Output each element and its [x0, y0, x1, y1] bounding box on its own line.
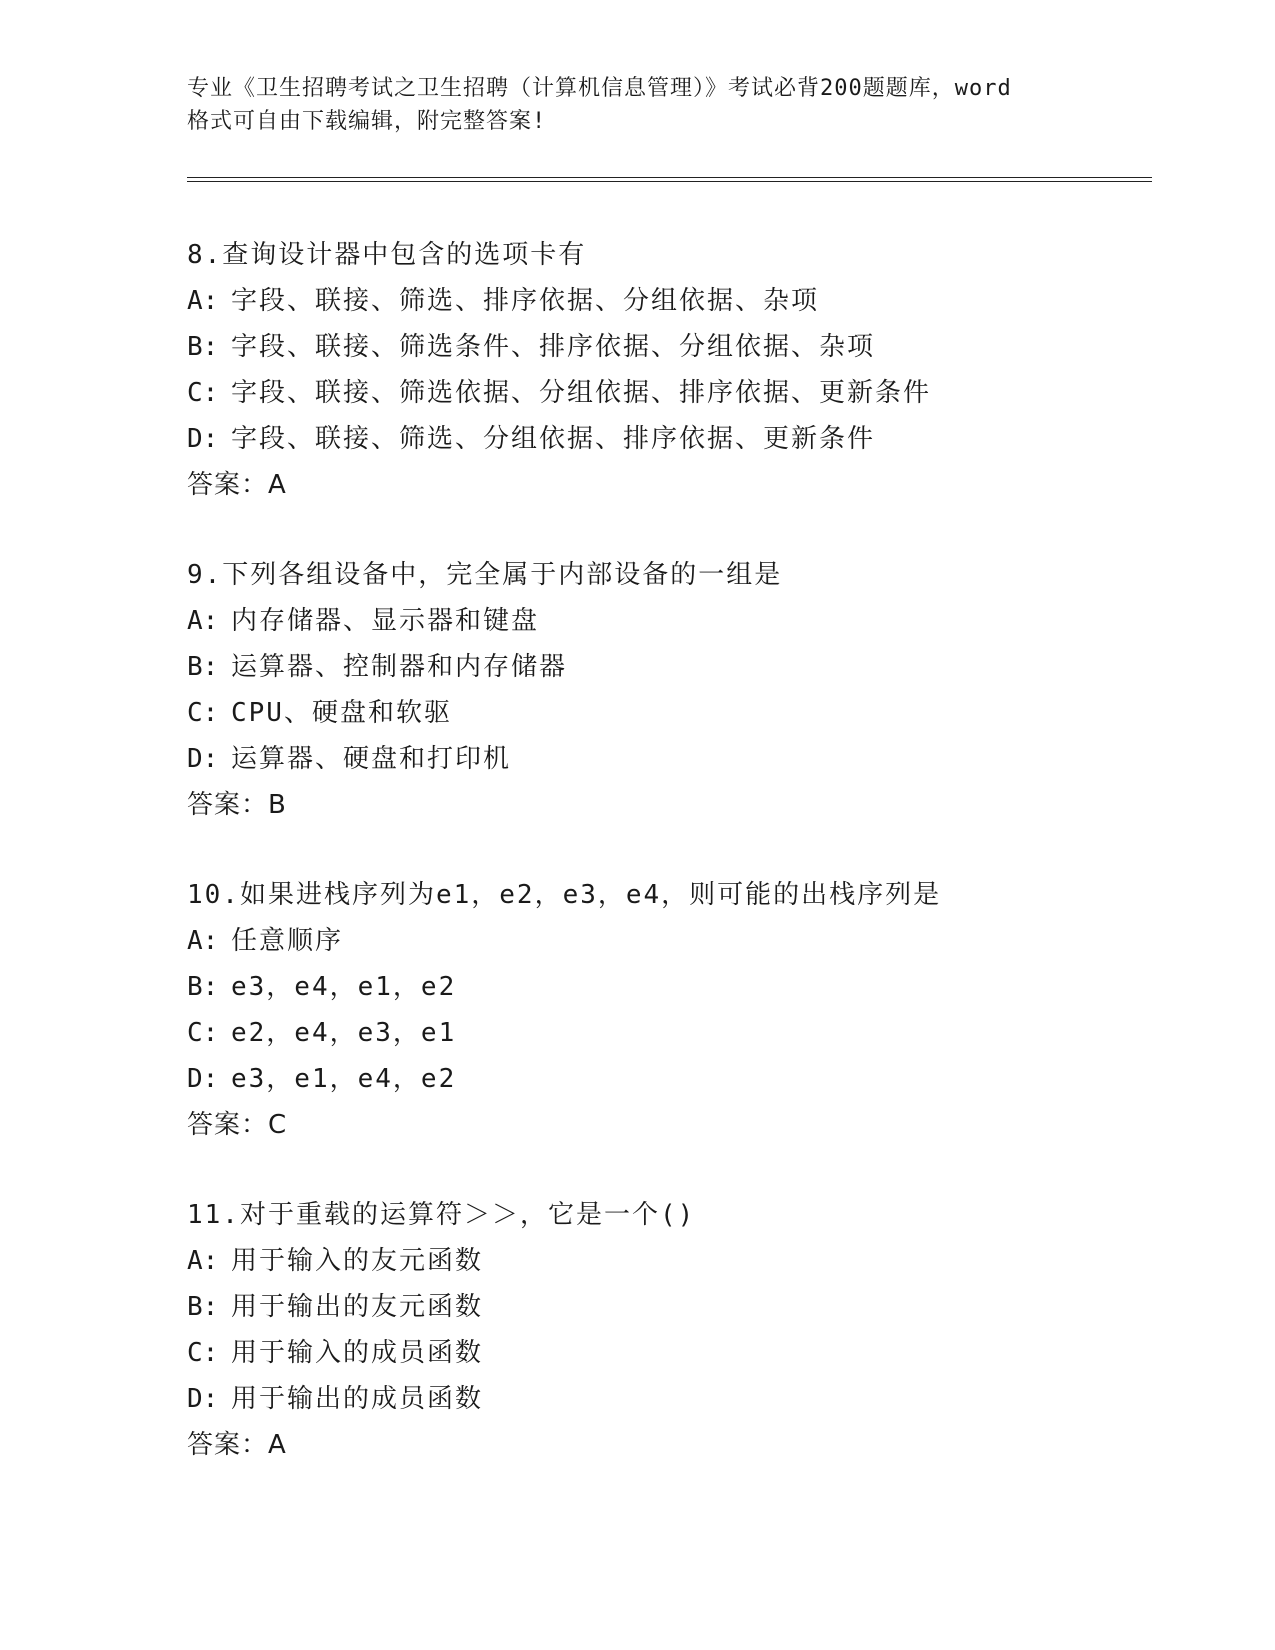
header-divider [187, 177, 1152, 182]
option-letter: D: [187, 744, 219, 774]
option-c [187, 370, 1152, 416]
option-letter: D: [187, 1384, 219, 1414]
option-letter: A: [187, 286, 219, 316]
question-title: 9.下列各组设备中，完全属于内部设备的一组是 [187, 560, 783, 590]
header-line-2: 格式可自由下载编辑，附完整答案! [187, 109, 547, 134]
header-line-1: 专业《卫生招聘考试之卫生招聘（计算机信息管理）》考试必背200题题库，word [187, 76, 1012, 101]
option-d [187, 416, 1152, 462]
document-page [187, 0, 1152, 1650]
option-d [187, 1376, 1152, 1422]
question-title: 11.对于重载的运算符＞＞，它是一个() [187, 1200, 696, 1230]
question-8 [187, 232, 1152, 552]
option-text: 字段、联接、筛选条件、排序依据、分组依据、杂项 [231, 332, 876, 362]
option-a [187, 1238, 1152, 1284]
option-b [187, 1284, 1152, 1330]
option-letter: B: [187, 1292, 219, 1322]
option-b [187, 644, 1152, 690]
option-text: e3，e4，e1，e2 [231, 972, 457, 1002]
option-letter: B: [187, 332, 219, 362]
option-text: e3，e1，e4，e2 [231, 1064, 457, 1094]
option-text: 内存储器、显示器和键盘 [231, 606, 540, 636]
option-letter: A: [187, 926, 219, 956]
option-text: 字段、联接、筛选依据、分组依据、排序依据、更新条件 [231, 378, 932, 408]
option-text: e2，e4，e3，e1 [231, 1018, 457, 1048]
option-text: 用于输出的友元函数 [231, 1292, 484, 1322]
answer-label: 答案：C [187, 1110, 288, 1140]
option-text: 字段、联接、筛选、排序依据、分组依据、杂项 [231, 286, 820, 316]
option-letter: C: [187, 1338, 219, 1368]
option-letter: D: [187, 1064, 219, 1094]
option-text: 运算器、控制器和内存储器 [231, 652, 568, 682]
option-text: 用于输入的友元函数 [231, 1246, 484, 1276]
option-letter: C: [187, 378, 219, 408]
option-b [187, 324, 1152, 370]
option-letter: C: [187, 698, 219, 728]
option-letter: D: [187, 424, 219, 454]
question-title: 8.查询设计器中包含的选项卡有 [187, 240, 587, 270]
option-text: 任意顺序 [231, 926, 344, 956]
option-a [187, 598, 1152, 644]
option-c [187, 1010, 1152, 1056]
option-letter: C: [187, 1018, 219, 1048]
answer-label: 答案：A [187, 1430, 287, 1460]
option-letter: B: [187, 972, 219, 1002]
question-9 [187, 552, 1152, 872]
option-text: 字段、联接、筛选、分组依据、排序依据、更新条件 [231, 424, 876, 454]
option-text: 用于输入的成员函数 [231, 1338, 484, 1368]
question-10 [187, 872, 1152, 1192]
question-title: 10.如果进栈序列为e1，e2，e3，e4，则可能的出栈序列是 [187, 880, 942, 910]
option-letter: A: [187, 1246, 219, 1276]
answer-label: 答案：B [187, 790, 287, 820]
option-a [187, 278, 1152, 324]
option-text: 运算器、硬盘和打印机 [231, 744, 512, 774]
option-c [187, 1330, 1152, 1376]
option-letter: A: [187, 606, 219, 636]
option-d [187, 736, 1152, 782]
question-11 [187, 1192, 1152, 1512]
option-d [187, 1056, 1152, 1102]
option-letter: B: [187, 652, 219, 682]
question-list [187, 232, 1152, 1512]
document-header [187, 72, 1087, 138]
option-text: CPU、硬盘和软驱 [231, 698, 452, 728]
option-a [187, 918, 1152, 964]
option-b [187, 964, 1152, 1010]
option-text: 用于输出的成员函数 [231, 1384, 484, 1414]
answer-label: 答案：A [187, 470, 287, 500]
option-c [187, 690, 1152, 736]
